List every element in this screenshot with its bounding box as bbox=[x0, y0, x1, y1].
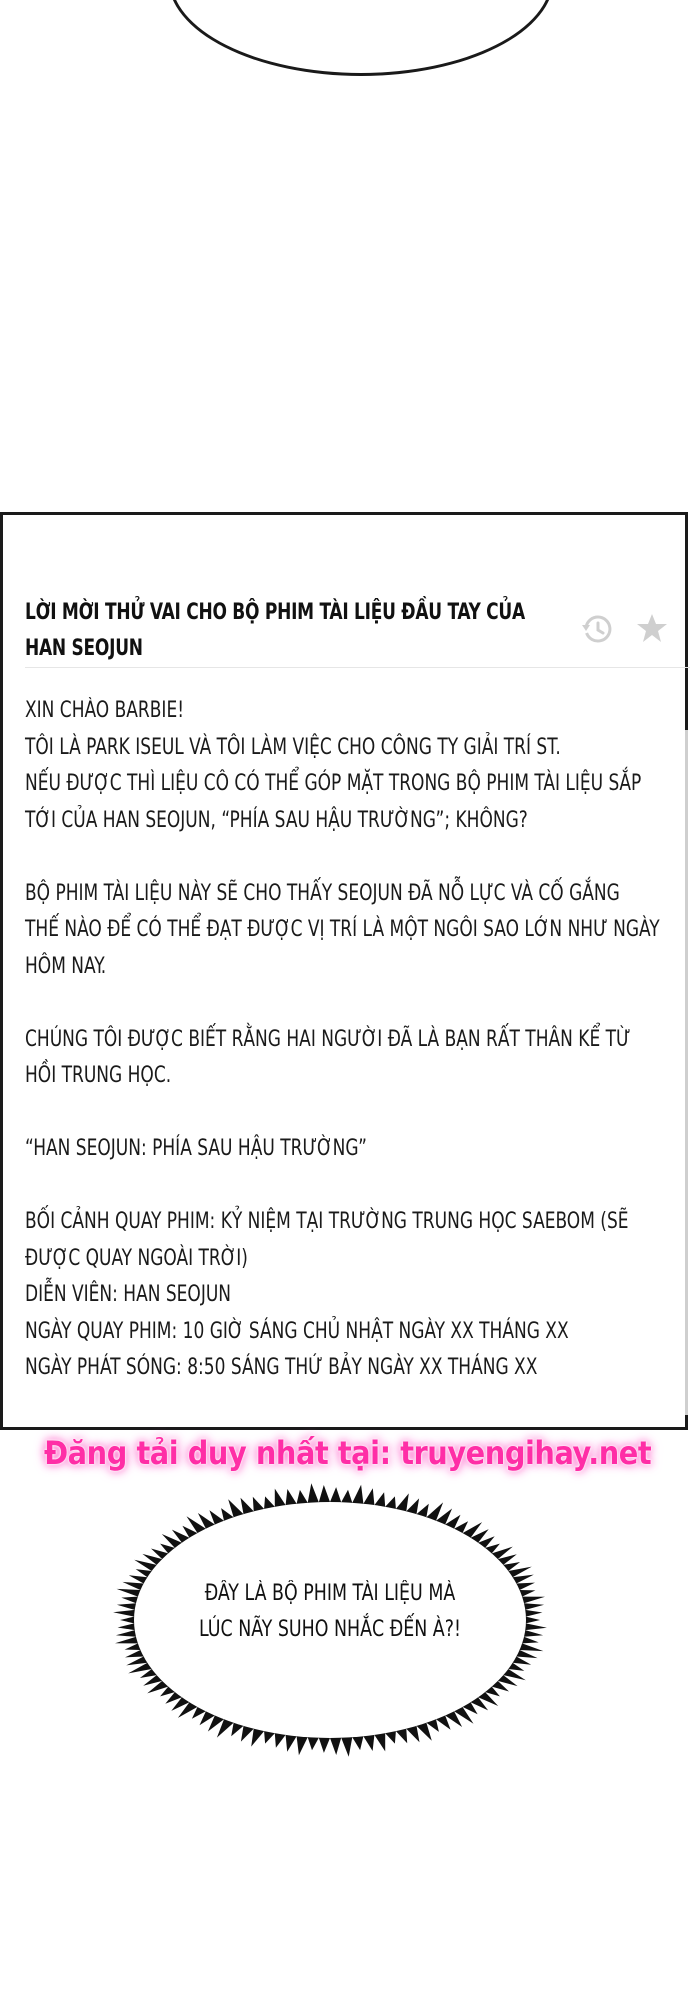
email-line: BỐI CẢNH QUAY PHIM: KỶ NIỆM TẠI TRƯỜNG TRUNG HỌC SAEBOM (SẼ bbox=[25, 1209, 629, 1234]
email-line: NGÀY PHÁT SÓNG: 8:50 SÁNG THỨ BẢY NGÀY XX THÁNG XX bbox=[25, 1355, 538, 1380]
email-line: BỘ PHIM TÀI LIỆU NÀY SẼ CHO THẤY SEOJUN ĐÃ NỖ LỰC VÀ CỐ GẮNG bbox=[25, 880, 620, 906]
watermark-text: Đăng tải duy nhất tại: truyengihay.net bbox=[44, 1434, 652, 1472]
scrollbar[interactable] bbox=[685, 730, 688, 1415]
email-line: TỚI CỦA HAN SEOJUN, “PHÍA SAU HẬU TRƯỜNG”; KHÔNG? bbox=[25, 807, 528, 833]
history-icon[interactable] bbox=[581, 612, 615, 646]
email-line: NGÀY QUAY PHIM: 10 GIỜ SÁNG CHỦ NHẬT NGÀY XX THÁNG XX bbox=[25, 1318, 569, 1344]
bubble-line2: LÚC NÃY SUHO NHẮC ĐẾN À?! bbox=[199, 1617, 461, 1642]
email-line: DIỄN VIÊN: HAN SEOJUN bbox=[25, 1282, 232, 1307]
email-line: NẾU ĐƯỢC THÌ LIỆU CÔ CÓ THỂ GÓP MẶT TRONG BỘ PHIM TÀI LIỆU SẮP bbox=[25, 771, 642, 796]
email-paragraph bbox=[25, 876, 675, 986]
email-line: HÔM NAY. bbox=[25, 953, 107, 979]
header-divider bbox=[25, 667, 690, 668]
email-line: XIN CHÀO BARBIE! bbox=[25, 698, 185, 723]
email-paragraph bbox=[25, 1204, 675, 1387]
email-subject bbox=[25, 595, 545, 667]
email-line: ĐƯỢC QUAY NGOÀI TRỜI) bbox=[25, 1245, 248, 1271]
bubble-line1: ĐÂY LÀ BỘ PHIM TÀI LIỆU MÀ bbox=[204, 1581, 456, 1606]
email-line: THẾ NÀO ĐỂ CÓ THỂ ĐẠT ĐƯỢC VỊ TRÍ LÀ MỘT NGÔI SAO LỚN NHƯ NGÀY bbox=[25, 917, 660, 942]
email-paragraph bbox=[25, 693, 675, 839]
bubble-text bbox=[150, 1576, 510, 1648]
star-icon[interactable] bbox=[635, 611, 669, 645]
email-line: CHÚNG TÔI ĐƯỢC BIẾT RẰNG HAI NGƯỜI ĐÃ LÀ BẠN RẤT THÂN KỂ TỪ bbox=[25, 1026, 631, 1052]
email-body bbox=[25, 693, 675, 1423]
email-subject-line1: LỜI MỜI THỬ VAI CHO BỘ PHIM TÀI LIỆU ĐẦU TAY CỦA bbox=[25, 600, 525, 625]
email-paragraph bbox=[25, 1022, 675, 1095]
email-paragraph bbox=[25, 1131, 675, 1168]
speech-bubble-top bbox=[168, 0, 554, 76]
email-line: HỒI TRUNG HỌC. bbox=[25, 1063, 172, 1088]
email-line: “HAN SEOJUN: PHÍA SAU HẬU TRƯỜNG” bbox=[25, 1136, 367, 1161]
email-subject-line2: HAN SEOJUN bbox=[25, 636, 143, 661]
email-panel bbox=[0, 512, 688, 1430]
email-line: TÔI LÀ PARK ISEUL VÀ TÔI LÀM VIỆC CHO CÔNG TY GIẢI TRÍ ST. bbox=[25, 734, 561, 760]
